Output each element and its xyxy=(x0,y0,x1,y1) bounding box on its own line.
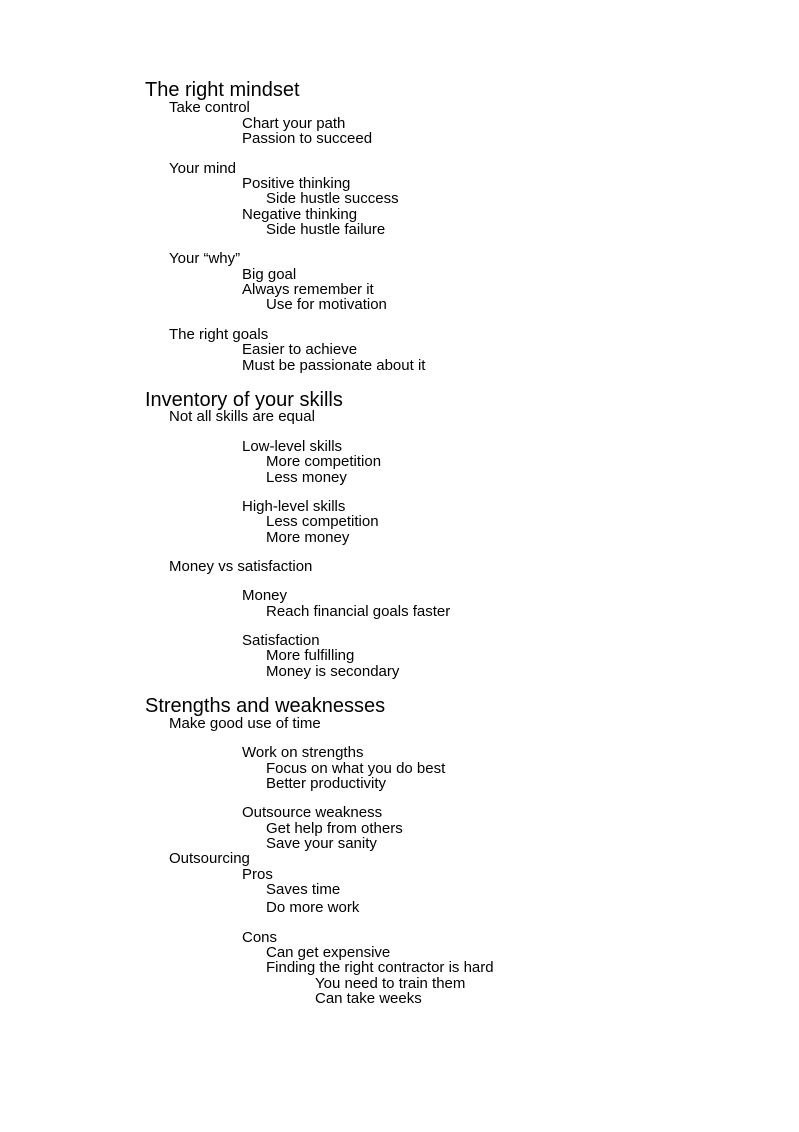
outline-item: Must be passionate about it xyxy=(242,357,426,374)
section-heading-mindset: The right mindset xyxy=(145,79,300,101)
outline-item: Satisfaction xyxy=(242,632,320,649)
outline-item: Can take weeks xyxy=(315,990,422,1007)
outline-item: Money xyxy=(242,587,288,604)
outline-item: Less money xyxy=(266,469,347,486)
outline-item: The right goals xyxy=(169,326,269,343)
outline-item: Focus on what you do best xyxy=(266,760,446,777)
outline-item: Pros xyxy=(242,866,273,883)
outline-item: Your mind xyxy=(169,160,236,177)
section-heading-strengths: Strengths and weaknesses xyxy=(145,695,386,717)
outline-item: Outsource weakness xyxy=(242,804,383,821)
outline-item: Side hustle failure xyxy=(266,221,386,238)
outline-item: Always remember it xyxy=(242,281,374,298)
outline-item: Less competition xyxy=(266,513,379,530)
outline-item: Money vs satisfaction xyxy=(169,558,313,575)
outline-item: Take control xyxy=(169,99,250,116)
outline-item: Easier to achieve xyxy=(242,341,358,358)
outline-item: More money xyxy=(266,529,350,546)
outline-item: Can get expensive xyxy=(266,944,391,961)
outline-item: Work on strengths xyxy=(242,744,364,761)
section-heading-skills: Inventory of your skills xyxy=(145,389,343,411)
outline-item: More fulfilling xyxy=(266,647,355,664)
outline-item: Reach financial goals faster xyxy=(266,603,451,620)
outline-item: Finding the right contractor is hard xyxy=(266,959,494,976)
outline-item: Do more work xyxy=(266,899,360,916)
outline-item: Low-level skills xyxy=(242,438,343,455)
outline-item: Money is secondary xyxy=(266,663,400,680)
outline-item: Outsourcing xyxy=(169,850,250,867)
outline-item: Not all skills are equal xyxy=(169,408,315,425)
outline-item: Big goal xyxy=(242,266,297,283)
outline-item: Chart your path xyxy=(242,115,346,132)
outline-item: High-level skills xyxy=(242,498,346,515)
outline-item: Better productivity xyxy=(266,775,387,792)
outline-item: Side hustle success xyxy=(266,190,399,207)
outline-item: Passion to succeed xyxy=(242,130,373,147)
outline-item: You need to train them xyxy=(315,975,466,992)
outline-item: Save your sanity xyxy=(266,835,377,852)
outline-item: Cons xyxy=(242,929,278,946)
outline-item: Positive thinking xyxy=(242,175,351,192)
outline-item: Your “why” xyxy=(169,250,241,267)
outline-item: More competition xyxy=(266,453,382,470)
outline-item: Make good use of time xyxy=(169,715,321,732)
outline-item: Saves time xyxy=(266,881,341,898)
outline-item: Negative thinking xyxy=(242,206,358,223)
outline-item: Use for motivation xyxy=(266,296,387,313)
outline-item: Get help from others xyxy=(266,820,403,837)
